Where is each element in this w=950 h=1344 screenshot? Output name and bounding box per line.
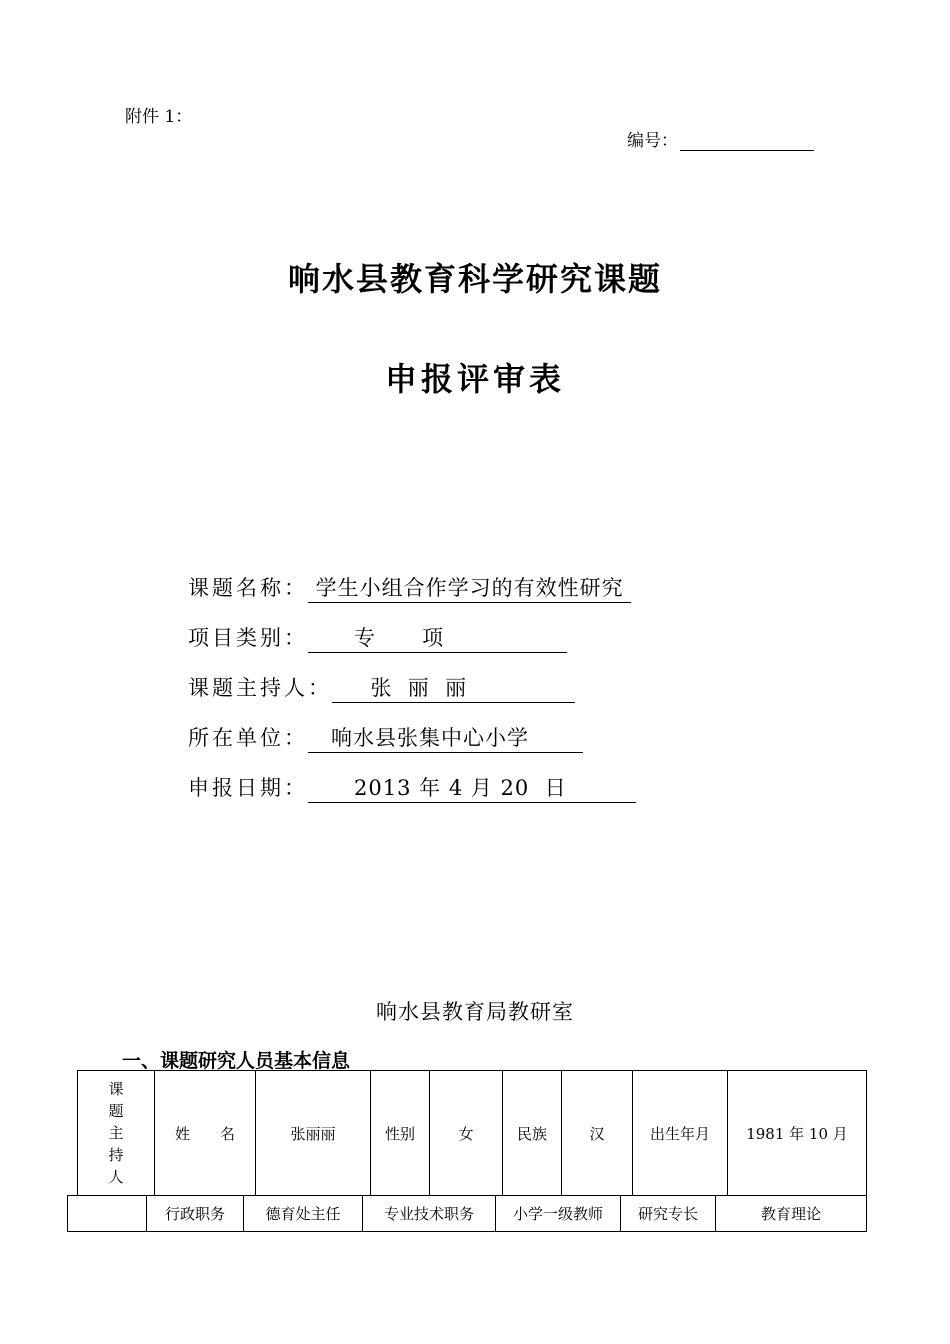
table-cell: 民族 <box>503 1071 562 1196</box>
table-cell: 出生年月 <box>633 1071 728 1196</box>
field-project-type <box>188 622 567 653</box>
field-label: 项目类别： <box>188 626 308 650</box>
field-value: 响水县张集中心小学 <box>308 722 583 753</box>
doc-title-line2: 申报评审表 <box>384 360 565 398</box>
field-topic-name <box>188 572 631 603</box>
serial-number <box>627 126 814 151</box>
field-unit <box>188 722 583 753</box>
field-value: 专 项 <box>308 622 567 653</box>
serial-blank <box>680 132 814 151</box>
table-cell-empty <box>68 1196 147 1232</box>
row-header-char: 课 <box>108 1080 124 1098</box>
field-value: 2013 年 4 月 20 日 <box>308 772 636 803</box>
table-cell: 汉 <box>562 1071 633 1196</box>
position-info-table <box>67 1195 867 1232</box>
table-cell: 德育处主任 <box>244 1196 363 1232</box>
field-value: 学生小组合作学习的有效性研究 <box>308 572 631 603</box>
table-cell: 性别 <box>371 1071 430 1196</box>
row-header-char: 人 <box>108 1168 124 1186</box>
table-cell: 张丽丽 <box>256 1071 371 1196</box>
row-header-char: 主 <box>108 1124 124 1142</box>
table-cell: 行政职务 <box>147 1196 244 1232</box>
table-cell: 小学一级教师 <box>496 1196 621 1232</box>
serial-label: 编号： <box>627 131 678 151</box>
host-info-table <box>77 1070 867 1196</box>
table-cell: 研究专长 <box>621 1196 716 1232</box>
table-row <box>68 1196 867 1232</box>
table-cell: 1981 年 10 月 <box>728 1071 867 1196</box>
field-host <box>188 672 575 703</box>
attachment-label: 附件 1： <box>125 107 193 127</box>
field-label: 课题名称： <box>188 576 308 600</box>
doc-title-line1: 响水县教育科学研究课题 <box>287 260 662 298</box>
field-label: 所在单位： <box>188 726 308 750</box>
organization-name: 响水县教育局教研室 <box>376 1000 574 1024</box>
table-cell: 教育理论 <box>716 1196 867 1232</box>
field-label: 课题主持人： <box>188 676 332 700</box>
field-label: 申报日期： <box>188 776 308 800</box>
row-header-char: 题 <box>108 1102 124 1120</box>
row-header-cell <box>78 1071 155 1196</box>
section-title: 一、课题研究人员基本信息 <box>122 1050 351 1072</box>
table-row <box>78 1071 867 1196</box>
table-cell: 专业技术职务 <box>363 1196 496 1232</box>
field-date <box>188 772 636 803</box>
field-value: 张 丽 丽 <box>332 672 575 703</box>
row-header-char: 持 <box>108 1146 124 1164</box>
table-cell: 姓 名 <box>155 1071 256 1196</box>
table-cell: 女 <box>430 1071 503 1196</box>
